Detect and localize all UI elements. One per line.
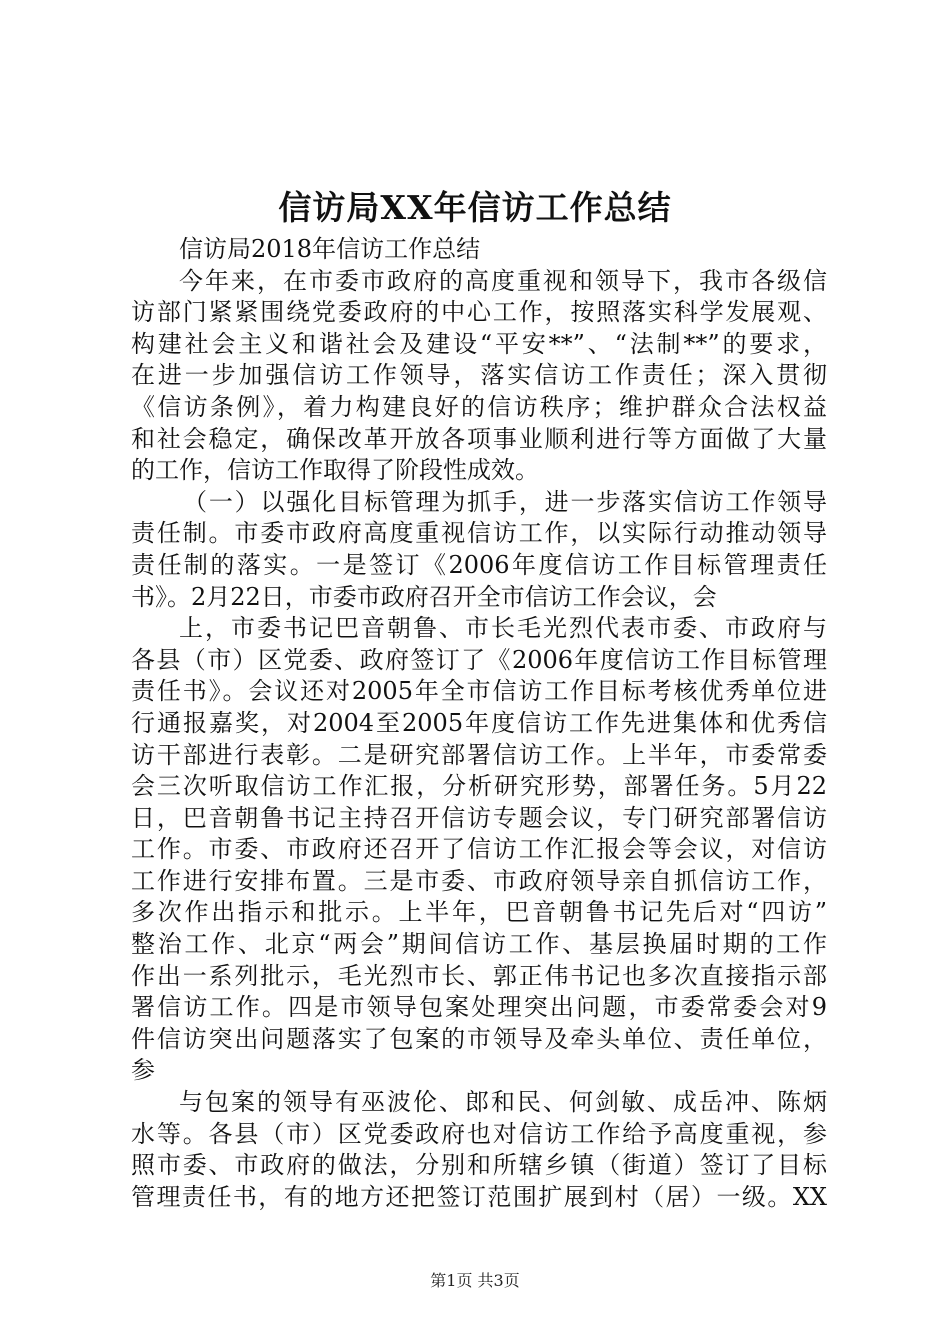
body-line: 署信访工作。四是市领导包案处理突出问题，市委常委会对9 [131, 993, 827, 1022]
body-line: 构建社会主义和谐社会及建设“平安**”、“法制**”的要求， [131, 329, 827, 358]
body-line: 今年来，在市委市政府的高度重视和领导下，我市各级信 [179, 266, 827, 295]
body-line: （一）以强化目标管理为抓手，进一步落实信访工作领导 [183, 487, 827, 516]
body-line: 工作进行安排布置。三是市委、市政府领导亲自抓信访工作， [131, 866, 827, 895]
body-line: 水等。各县（市）区党委政府也对信访工作给予高度重视，参 [131, 1119, 827, 1148]
body-line: 会三次听取信访工作汇报，分析研究形势，部署任务。5月22 [131, 772, 827, 801]
page-footer: 第1页 共3页 [430, 1271, 520, 1290]
body-line: 访部门紧紧围绕党委政府的中心工作，按照落实科学发展观、 [131, 298, 827, 327]
body-line: 件信访突出问题落实了包案的市领导及牵头单位、责任单位， [131, 1024, 827, 1053]
body-line: 责任制。市委市政府高度重视信访工作，以实际行动推动领导 [131, 519, 827, 548]
body-line: 管理责任书，有的地方还把签订范围扩展到村（居）一级。XX [131, 1182, 827, 1211]
body-line: 行通报嘉奖，对2004至2005年度信访工作先进集体和优秀信 [131, 708, 827, 737]
body-line: 书》。2月22日，市委市政府召开全市信访工作会议，会 [131, 582, 717, 611]
body-line: 《信访条例》，着力构建良好的信访秩序；维护群众合法权益 [131, 392, 827, 421]
body-line: 多次作出指示和批示。上半年，巴音朝鲁书记先后对“四访” [131, 898, 827, 927]
body-line: 责任制的落实。一是签订《2006年度信访工作目标管理责任 [131, 550, 827, 579]
body-line: 日，巴音朝鲁书记主持召开信访专题会议，专门研究部署信访 [131, 803, 827, 832]
body-line: 工作。市委、市政府还召开了信访工作汇报会等会议，对信访 [131, 835, 827, 864]
body-line: 照市委、市政府的做法，分别和所辖乡镇（街道）签订了目标 [131, 1151, 827, 1180]
body-line: 在进一步加强信访工作领导，落实信访工作责任；深入贯彻 [131, 361, 827, 390]
body-line: 的工作，信访工作取得了阶段性成效。 [131, 456, 539, 485]
body-line: 责任书》。会议还对2005年全市信访工作目标考核优秀单位进 [131, 677, 827, 706]
body-line: 参 [131, 1056, 155, 1085]
document-title: 信访局XX年信访工作总结 [278, 188, 672, 227]
document-body [131, 234, 827, 1213]
body-line: 与包案的领导有巫波伦、郎和民、何剑敏、成岳冲、陈炳 [179, 1088, 827, 1117]
body-line: 各县（市）区党委、政府签订了《2006年度信访工作目标管理 [131, 645, 827, 674]
body-line: 访干部进行表彰。二是研究部署信访工作。上半年，市委常委 [131, 740, 827, 769]
body-line: 和社会稳定，确保改革开放各项事业顺利进行等方面做了大量 [131, 424, 827, 453]
body-line: 上，市委书记巴音朝鲁、市长毛光烈代表市委、市政府与 [179, 614, 827, 643]
body-line: 信访局2018年信访工作总结 [179, 235, 481, 263]
body-line: 整治工作、北京“两会”期间信访工作、基层换届时期的工作 [131, 930, 827, 959]
body-line: 作出一系列批示，毛光烈市长、郭正伟书记也多次直接指示部 [131, 961, 827, 990]
